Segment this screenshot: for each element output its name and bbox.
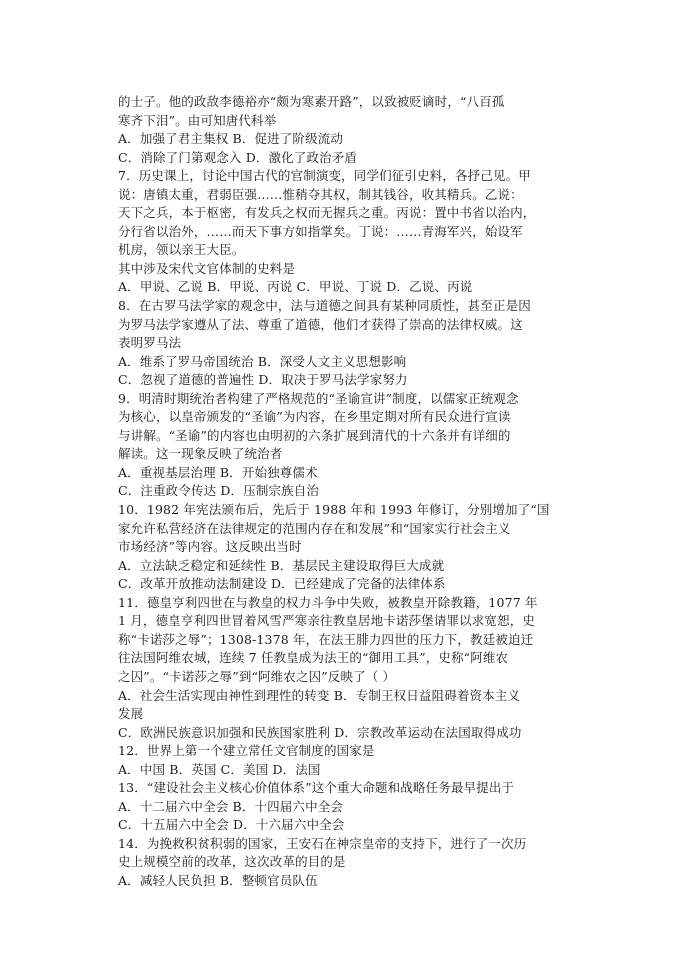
text-line: 之囚”。“卡诺莎之辱”到“阿维农之囚”反映了（ ） [118,668,396,684]
option-line: C．忽视了道德的普遍性 D．取决于罗马法学家努力 [118,372,408,388]
option-line: C．改革开放推动法制建设 D．已经建成了完备的法律体系 [118,576,446,592]
option-line: A．中国 B．英国 C．美国 D．法国 [118,761,321,777]
question-13: 13．“建设社会主义核心价值体系”这个重大命题和战略任务最早提出于 [118,780,515,796]
text-line: 为罗马法学家遵从了法、尊重了道德，他们才获得了崇高的法律权威。这 [118,316,523,332]
text-line: 解读。这一现象反映了统治者 [118,446,283,462]
option-line: A．减轻人民负担 B．整顿官员队伍 [118,872,318,888]
question-8: 8．在古罗马法学家的观念中，法与道德之间具有某种同质性，甚至正是因 [118,298,531,314]
option-line: C．消除了门第观念入 D．激化了政治矛盾 [118,149,358,165]
option-line: A．十二届六中全会 B．十四届六中全会 [118,798,344,814]
text-line: 天下之兵，本于枢密，有发兵之权而无握兵之重。丙说：置中书省以治内， [118,205,536,221]
text-line: 史上规模空前的改革，这次改革的目的是 [118,854,346,870]
document-page [118,93,583,891]
text-line: 为核心，以皇帝颁发的“圣谕”为内容，在乡里定期对所有民众进行宣读 [118,409,511,425]
text-line: 市场经济”等内容。这反映出当时 [118,539,302,555]
option-line: A．社会生活实现由神性到理性的转变 B．专制王权日益阻碍着资本主义 [118,687,521,703]
question-10: 10．1982 年宪法颁布后，先后于 1988 年和 1993 年修订，分别增加了“国 [118,502,550,518]
text-line: 其中涉及宋代文官体制的史料是 [118,260,296,276]
option-line: A．加强了君主集权 B．促进了阶级流动 [118,131,344,147]
text-line: 1 月，德皇亨利四世冒着风雪严寒亲往教皇居地卡诺莎堡请罪以求宽恕，史 [118,613,536,629]
option-line: 发展 [118,706,144,722]
option-line: A．立法缺乏稳定和延续性 B．基层民主建设取得巨大成就 [118,557,445,573]
text-line: 称“卡诺莎之辱”；1308-1378 年，在法王腓力四世的压力下，教廷被迫迁 [118,631,534,647]
text-line: 说：唐镇太重，君弱臣强……惟稍夺其权，制其钱谷，收其精兵。乙说： [118,186,523,202]
option-line: C．欧洲民族意识加强和民族国家胜利 D．宗教改革运动在法国取得成功 [118,724,522,740]
question-12: 12．世界上第一个建立常任文官制度的国家是 [118,743,375,759]
option-line: A．重视基层治理 B．开始独尊儒术 [118,464,318,480]
question-9: 9．明清时期统治者构建了严格规范的“圣谕宣讲”制度，以儒家正统观念 [118,390,519,406]
text-line: 家允许私营经济在法律规定的范围内存在和发展”和“国家实行社会主义 [118,520,511,536]
question-11: 11．德皇亨利四世在与教皇的权力斗争中失败，被教皇开除教籍，1077 年 [118,594,538,610]
text-line: 的士子。他的政敌李德裕亦“颇为寒素开路”，以致被贬谪时，“八百孤 [118,94,505,109]
text-line: 往法国阿维农城，连续 7 任教皇成为法王的“御用工具”，史称“阿维农 [118,650,509,666]
text-line: 表明罗马法 [118,335,182,351]
text-line: 与讲解。“圣谕”的内容也由明初的六条扩展到清代的十六条并有详细的 [118,427,511,443]
option-line: A．维系了罗马帝国统治 B．深受人文主义思想影响 [118,353,407,369]
text-line: 分行省以治外，……而天下事方如指掌矣。丁说：……青海军兴，始设军 [118,223,523,239]
question-7: 7．历史课上，讨论中国古代的官制演变，同学们征引史料，各抒己见。甲 [118,168,531,184]
text-line: 机房，领以亲王大臣。 [118,242,245,258]
option-line: A．甲说、乙说 B．甲说、丙说 C．甲说、丁说 D．乙说、丙说 [118,279,473,295]
text-line: 寒齐下泪”。由可知唐代科举 [118,112,277,128]
question-14: 14．为挽救积贫积弱的国家，王安石在神宗皇帝的支持下，进行了一次历 [118,835,527,851]
option-line: C．注重政令传达 D．压制宗族自治 [118,483,320,499]
option-line: C．十五届六中全会 D．十六届六中全会 [118,817,345,833]
